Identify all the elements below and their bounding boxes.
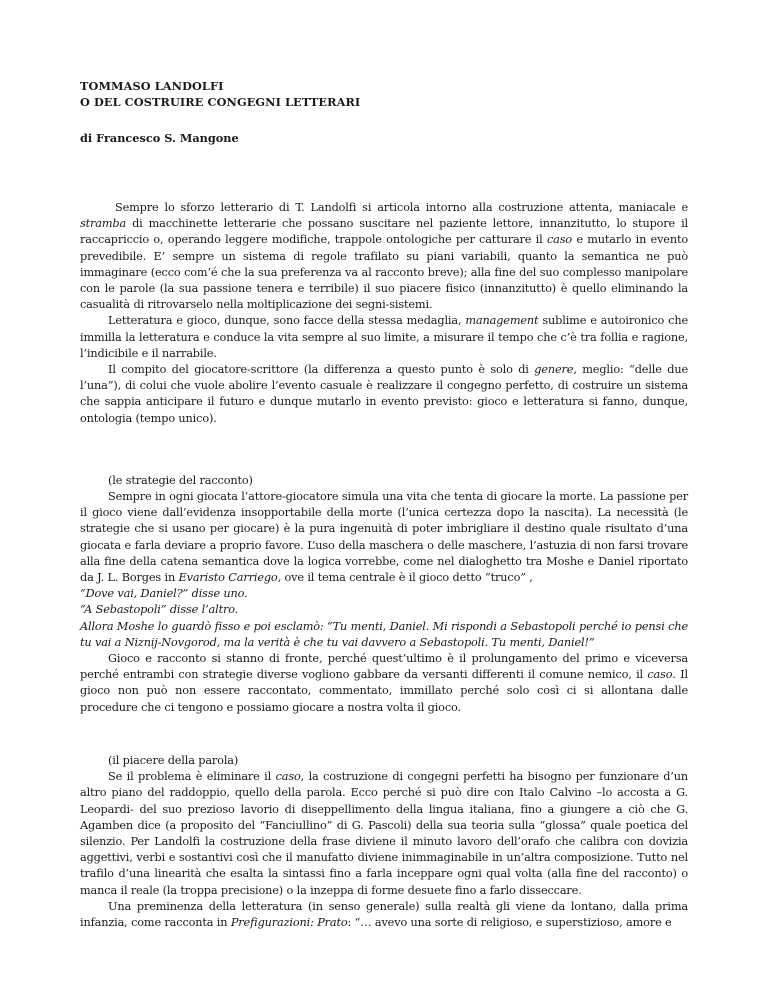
document-page — [80, 78, 688, 931]
intro-paragraph-1: Sempre lo sforzo letterario di T. Landolfi si articola intorno alla costruzione attenta, maniacale e stramba di macchinette letterarie che possano suscitare nel paziente lettore, innanzitutto, lo stupore il raccapriccio o, operando leggere modifiche, trappole ontologiche per catturare il caso e mutarlo in evento prevedibile. E’ sempre un sistema di regole trafilato su piani variabili, quanto la semantica ne può immaginare (ecco com’é che la sua preferenza va al racconto breve); alla fine del suo complesso manipolare con le parole (la sua passione tenera e terribile) il suo piacere fisico (innanzitutto) è quello eliminando la casualità di ritrovarselo nella moltiplicazione dei segni-sistemi. — [80, 201, 688, 312]
intro-paragraph-2: Letteratura e gioco, dunque, sono facce della stessa medaglia, management sublime e autoironico che immilla la letteratura e conduce la vita sempre al suo limite, a misurare il tempo che c’è tra follia e ragione, l’indicibile e il narrabile. — [80, 314, 688, 360]
dialogue-line-2: “A Sebastopoli” disse l’altro. — [80, 603, 239, 617]
intro-paragraph-3: Il compito del giocatore-scrittore (la differenza a questo punto è solo di genere, meglio: “delle due l’una”), di colui che vuole abolire l’evento casuale è realizzare il congegno perfetto, di costruire un sistema che sappia anticipare il futuro e dunque mutarlo in evento previsto: gioco e letteratura si fanno, dunque, ontologia (tempo unico). — [80, 363, 689, 425]
section2-paragraph-2: Una preminenza della letteratura (in senso generale) sulla realtà gli viene da lontano, dalla prima infanzia, come racconta in Prefigurazioni: Prato: “… avevo una sorte di religioso, e superstizioso, amore e — [80, 899, 688, 929]
section1-paragraph-1: Sempre in ogni giocata l’attore-giocatore simula una vita che tenta di giocare la morte. La passione per il gioco viene dall’evidenza insopportabile della morte (l’unica certezza dopo la nascita). La necessità (le strategie che si usano per giocare) è la pura ingenuità di poter imbrigliare il destino quale risultato d’una giocata e farla deviare a proprio favore. L’uso della maschera o delle maschere, l’astuzia di non farsi trovare alla fine della catena semantica dove la logica vorrebbe, come nel dialoghetto tra Moshe e Daniel riportato da J. L. Borges in Evaristo Carriego, ove il tema centrale è il gioco detto “truco” , — [80, 490, 688, 585]
dialogue-line-3: Allora Moshe lo guardò fisso e poi esclamò: “Tu menti, Daniel. Mi rispondi a Sebastopoli perché io pensi che tu vai a Niznij-Novgorod, ma la verità è che tu vai davvero a Sebastopoli. Tu menti, Daniel!” — [80, 619, 688, 649]
title-line-1: TOMMASO LANDOLFI — [80, 79, 224, 93]
dialogue-line-1: “Dove vai, Daniel?” disse uno. — [80, 587, 248, 601]
section-heading-piacere: (il piacere della parola) — [108, 753, 239, 767]
section-heading-strategie: (le strategie del racconto) — [108, 473, 253, 487]
section2-paragraph-1: Se il problema è eliminare il caso, la costruzione di congegni perfetti ha bisogno per funzionare d’un altro piano del raddoppio, quello della parola. Ecco perché si può dire con Italo Calvino –lo accosta a G. Leopardi- del suo prezioso lavorio di diseppellimento della lingua italiana, fino a giungere a ciò che G. Agamben dice (a proposito del “Fanciullino” di G. Pascoli) della sua teoria sulla “glossa” quale poetica del silenzio. Per Landolfi la costruzione della frase diviene il minuto lavoro dell’orafo che calibra con dovizia aggettivi, verbi e sostantivi così che il manufatto diviene inimmaginabile in un’altra composizione. Tutto nel trafilo d’una linearità che esalta la sintassi fino a farla inceppare ogni qual volta (alla fine del racconto) o manca il reale (la troppa precisione) o la inzeppa di forme desuete fino a farlo disseccare. — [80, 770, 688, 897]
author-byline: di Francesco S. Mangone — [80, 131, 239, 145]
section1-paragraph-2: Gioco e racconto si stanno di fronte, perché quest’ultimo è il prolungamento del primo e viceversa perché entrambi con strategie diverse vogliono gabbare da versanti differenti il comune nemico, il caso. Il gioco non può non essere raccontato, commentato, immillato perché solo così ci si allontana dalle procedure che ci tengono e possiamo giocare a nostra volta il gioco. — [80, 652, 688, 714]
title-line-2: O DEL COSTRUIRE CONGEGNI LETTERARI — [80, 95, 361, 109]
